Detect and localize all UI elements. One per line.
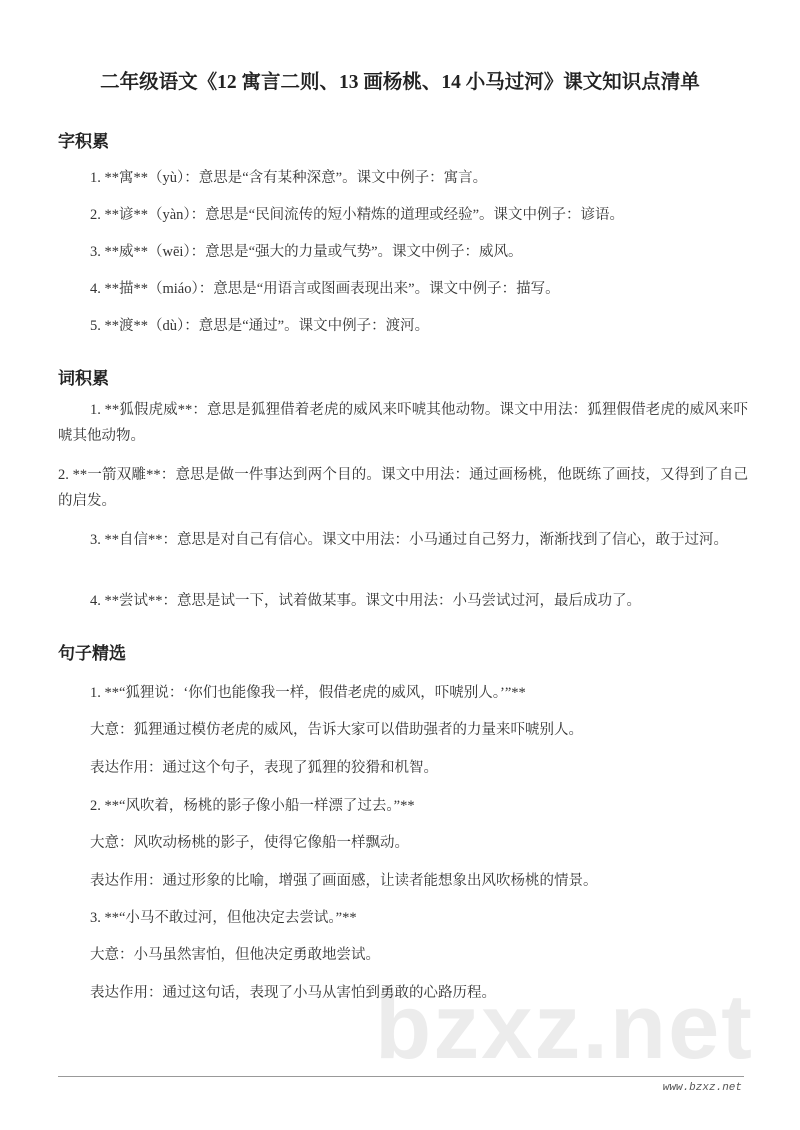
sentence-item: 2. **“风吹着，杨桃的影子像小船一样漂了过去。”** (90, 798, 415, 814)
list-item: 4. **尝试**：意思是试一下，试着做某事。课文中用法：小马尝试过河，最后成功了。 (90, 593, 641, 609)
section-heading-characters: 字积累 (58, 132, 109, 152)
sentence-meaning: 大意：风吹动杨桃的影子，使得它像船一样飘动。 (90, 835, 409, 851)
list-item: 4. **描**（miáo）：意思是“用语言或图画表现出来”。课文中例子：描写。 (90, 281, 560, 297)
list-item: 2. **谚**（yàn）：意思是“民间流传的短小精炼的道理或经验”。课文中例子：谚语。 (90, 207, 625, 223)
sentence-meaning: 大意：小马虽然害怕，但他决定勇敢地尝试。 (90, 947, 380, 963)
list-item: 1. **寓**（yù）：意思是“含有某种深意”。课文中例子：寓言。 (90, 170, 488, 186)
page-title: 二年级语文《12 寓言二则、13 画杨桃、14 小马过河》课文知识点清单 (100, 72, 700, 93)
sentence-item: 1. **“狐狸说：‘你们也能像我一样，假借老虎的威风，吓唬别人。’”** (90, 685, 526, 701)
list-item: 3. **威**（wēi）：意思是“强大的力量或气势”。课文中例子：威风。 (90, 244, 523, 260)
sentence-effect: 表达作用：通过形象的比喻，增强了画面感，让读者能想象出风吹杨桃的情景。 (90, 873, 598, 889)
footer-divider (58, 1076, 744, 1077)
watermark: bzxz.net (375, 976, 754, 1078)
list-item: 5. **渡**（dù）：意思是“通过”。课文中例子：渡河。 (90, 318, 430, 334)
section-heading-words: 词积累 (58, 369, 109, 389)
list-item: 1. **狐假虎威**：意思是狐狸借着老虎的威风来吓唬其他动物。课文中用法：狐狸假借老虎的威风来吓唬其他动物。 (58, 402, 748, 444)
sentence-effect: 表达作用：通过这句话，表现了小马从害怕到勇敢的心路历程。 (90, 985, 496, 1001)
list-item: 3. **自信**：意思是对自己有信心。课文中用法：小马通过自己努力，渐渐找到了信心，敢于过河。 (90, 532, 728, 548)
list-item: 2. **一箭双雕**：意思是做一件事达到两个目的。课文中用法：通过画杨桃，他既练了画技，又得到了自己的启发。 (58, 467, 748, 509)
sentence-meaning: 大意：狐狸通过模仿老虎的威风，告诉大家可以借助强者的力量来吓唬别人。 (90, 722, 583, 738)
sentence-item: 3. **“小马不敢过河，但他决定去尝试。”** (90, 910, 357, 926)
footer-url: www.bzxz.net (662, 1082, 742, 1094)
section-heading-sentences: 句子精选 (58, 644, 126, 664)
sentence-effect: 表达作用：通过这个句子，表现了狐狸的狡猾和机智。 (90, 760, 438, 776)
